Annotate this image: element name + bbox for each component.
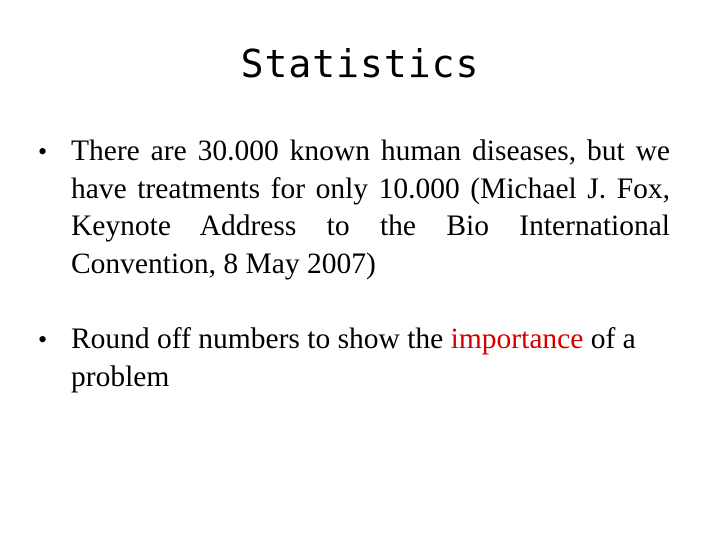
highlighted-word: importance — [450, 323, 584, 355]
bullet-text-before: Round off numbers to show the — [71, 323, 451, 355]
slide-title: Statistics — [240, 42, 480, 86]
bullet-text — [71, 321, 670, 396]
bullet-text-after: of a problem — [71, 323, 636, 393]
bullet-marker: • — [38, 137, 48, 166]
bullet-item — [38, 133, 670, 283]
bullet-item — [38, 321, 670, 396]
bullet-text: There are 30.000 known human diseases, but we have treatments for only 10.000 (Michael J. Fox, Keynote Address to the Bio International Convention, 8 May 2007) — [71, 135, 670, 280]
bullet-marker: • — [38, 325, 48, 354]
bullet-list — [38, 133, 670, 396]
